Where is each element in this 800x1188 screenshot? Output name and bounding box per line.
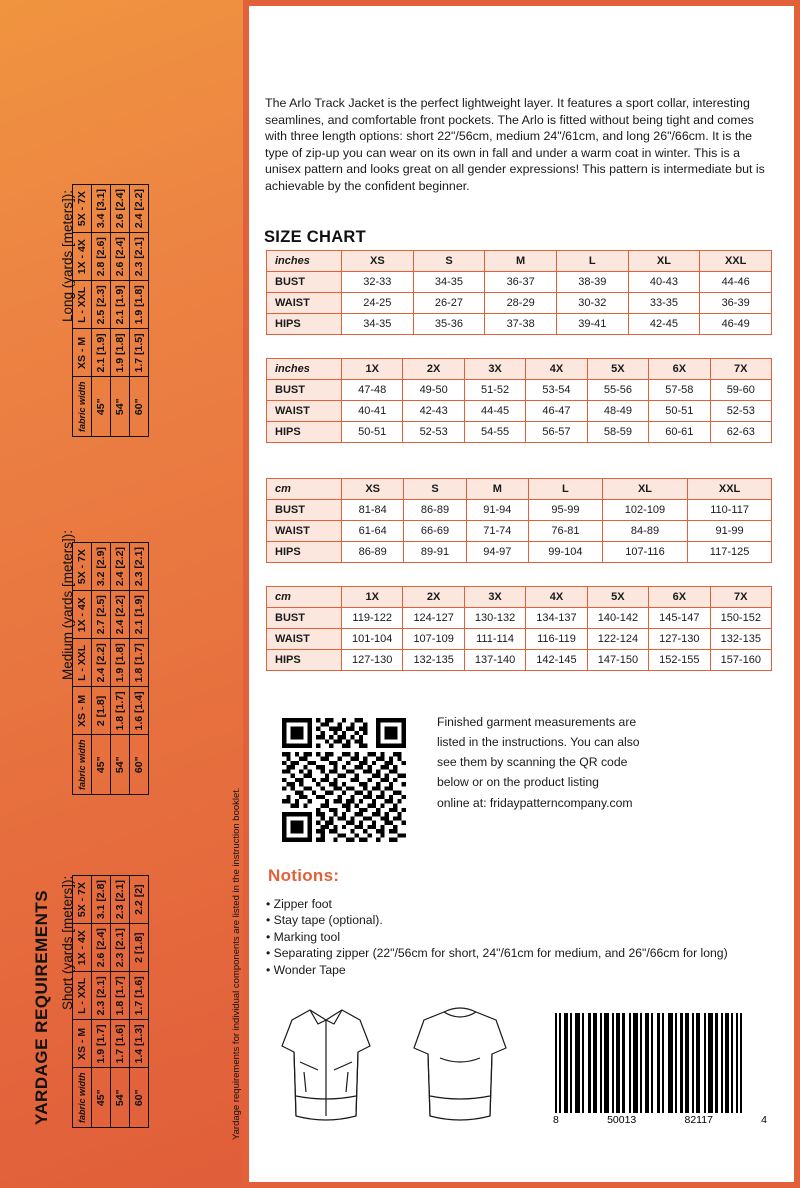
qr-instructions xyxy=(437,712,777,813)
yardage-medium-cell-0-2: 2.7 [2.5] xyxy=(92,591,111,639)
yardage-short-table xyxy=(72,875,149,1128)
yardage-medium-row-1-width: 54" xyxy=(111,735,130,795)
yardage-short-col-0: XS - M xyxy=(73,1020,92,1068)
yardage-medium-cell-0-1: 2.4 [2.2] xyxy=(92,639,111,687)
yardage-long-cell-2-0: 1.7 [1.5] xyxy=(130,329,149,377)
table-row xyxy=(267,608,772,629)
yardage-long-table xyxy=(72,184,149,437)
cell-hips-3: 56-57 xyxy=(526,422,587,443)
cell-hips-5: 152-155 xyxy=(649,650,710,671)
col-header-5: 6X xyxy=(649,587,710,608)
barcode-digits xyxy=(549,1113,771,1126)
cell-waist-4: 33-35 xyxy=(628,293,700,314)
table-row xyxy=(267,314,772,335)
cell-waist-1: 26-27 xyxy=(413,293,485,314)
yardage-medium-table xyxy=(72,542,149,795)
barcode-bars xyxy=(549,1009,771,1113)
cell-hips-1: 89-91 xyxy=(404,542,466,563)
cell-hips-5: 117-125 xyxy=(688,542,772,563)
cell-waist-2: 28-29 xyxy=(485,293,557,314)
col-header-3: 4X xyxy=(526,359,587,380)
yardage-long-row-2-width: 60" xyxy=(130,377,149,437)
size-chart-table-cm-extended xyxy=(266,586,772,671)
yardage-long-corner: fabric width xyxy=(73,377,92,437)
cell-hips-0: 50-51 xyxy=(342,422,403,443)
table-row xyxy=(267,650,772,671)
yardage-long-col-0: XS - M xyxy=(73,329,92,377)
yardage-short-col-3: 5X - 7X xyxy=(73,876,92,924)
yardage-medium-cell-0-0: 2 [1.8] xyxy=(92,687,111,735)
yardage-medium-cell-2-0: 1.6 [1.4] xyxy=(130,687,149,735)
yardage-short-cell-1-2: 2.3 [2.1] xyxy=(111,924,130,972)
cell-bust-6: 150-152 xyxy=(710,608,771,629)
col-header-6: 7X xyxy=(710,587,771,608)
col-header-4: 5X xyxy=(587,587,648,608)
yardage-long-cell-1-2: 2.6 [2.4] xyxy=(111,233,130,281)
table-row xyxy=(267,521,772,542)
yardage-medium-cell-2-1: 1.8 [1.7] xyxy=(130,639,149,687)
row-label-bust: BUST xyxy=(267,500,342,521)
col-header-4: 5X xyxy=(587,359,648,380)
col-header-6: 7X xyxy=(710,359,771,380)
col-header-3: L xyxy=(556,251,628,272)
cell-hips-3: 142-145 xyxy=(526,650,587,671)
col-header-3: L xyxy=(528,479,602,500)
col-header-1: S xyxy=(413,251,485,272)
yardage-short-col-1: L - XXL xyxy=(73,972,92,1020)
cell-bust-5: 57-58 xyxy=(649,380,710,401)
table-header-row xyxy=(267,359,772,380)
yardage-heading: YARDAGE REQUIREMENTS xyxy=(32,889,51,1125)
cell-hips-5: 46-49 xyxy=(700,314,772,335)
cell-waist-4: 48-49 xyxy=(587,401,648,422)
table-header-row xyxy=(267,251,772,272)
cell-hips-2: 54-55 xyxy=(464,422,525,443)
cell-bust-1: 86-89 xyxy=(404,500,466,521)
cell-bust-0: 119-122 xyxy=(342,608,403,629)
cell-waist-2: 44-45 xyxy=(464,401,525,422)
cell-hips-5: 60-61 xyxy=(649,422,710,443)
cell-hips-1: 35-36 xyxy=(413,314,485,335)
cell-bust-2: 51-52 xyxy=(464,380,525,401)
yardage-long-cell-1-1: 2.1 [1.9] xyxy=(111,281,130,329)
notions-heading: Notions: xyxy=(268,866,340,885)
cell-hips-6: 62-63 xyxy=(710,422,771,443)
cell-bust-0: 47-48 xyxy=(342,380,403,401)
table-row xyxy=(267,293,772,314)
yardage-medium-row-2-width: 60" xyxy=(130,735,149,795)
cell-hips-4: 58-59 xyxy=(587,422,648,443)
col-header-5: XXL xyxy=(700,251,772,272)
cell-bust-3: 53-54 xyxy=(526,380,587,401)
yardage-short-row-0-width: 45" xyxy=(92,1068,111,1128)
cell-waist-1: 42-43 xyxy=(403,401,464,422)
cell-bust-5: 145-147 xyxy=(649,608,710,629)
cell-hips-1: 132-135 xyxy=(403,650,464,671)
yardage-long-cell-0-1: 2.5 [2.3] xyxy=(92,281,111,329)
size-chart-table-inches-standard xyxy=(266,250,772,335)
yardage-short-row-1-width: 54" xyxy=(111,1068,130,1128)
col-header-0: XS xyxy=(342,251,414,272)
table-header-row xyxy=(267,587,772,608)
yardage-short-row-2-width: 60" xyxy=(130,1068,149,1128)
cell-hips-0: 86-89 xyxy=(342,542,404,563)
cell-hips-2: 137-140 xyxy=(464,650,525,671)
yardage-medium-label: Medium (yards [meters]): xyxy=(60,529,75,680)
table-header-row xyxy=(267,479,772,500)
cell-waist-3: 46-47 xyxy=(526,401,587,422)
yardage-short-corner: fabric width xyxy=(73,1068,92,1128)
size-chart-heading: SIZE CHART xyxy=(264,228,366,246)
cell-bust-4: 40-43 xyxy=(628,272,700,293)
jacket-back-icon xyxy=(400,1000,520,1140)
yardage-medium-col-0: XS - M xyxy=(73,687,92,735)
jacket-front-icon xyxy=(266,1000,386,1140)
jacket-back-illustration xyxy=(400,1000,520,1140)
cell-waist-0: 40-41 xyxy=(342,401,403,422)
cell-hips-0: 34-35 xyxy=(342,314,414,335)
yardage-medium-col-3: 5X - 7X xyxy=(73,543,92,591)
cell-waist-4: 84-89 xyxy=(602,521,687,542)
col-header-5: 6X xyxy=(649,359,710,380)
col-header-0: 1X xyxy=(342,587,403,608)
cell-hips-3: 99-104 xyxy=(528,542,602,563)
yardage-long-cell-0-3: 3.4 [3.1] xyxy=(92,185,111,233)
col-header-4: XL xyxy=(602,479,687,500)
table-row xyxy=(267,272,772,293)
cell-waist-3: 76-81 xyxy=(528,521,602,542)
col-header-3: 4X xyxy=(526,587,587,608)
yardage-long-cell-1-0: 1.9 [1.8] xyxy=(111,329,130,377)
row-label-waist: WAIST xyxy=(267,293,342,314)
col-header-2: 3X xyxy=(464,587,525,608)
row-label-hips: HIPS xyxy=(267,314,342,335)
unit-label: cm xyxy=(267,587,342,608)
barcode-right-digit: 4 xyxy=(761,1114,767,1126)
unit-label: cm xyxy=(267,479,342,500)
yardage-short-col-2: 1X - 4X xyxy=(73,924,92,972)
cell-waist-6: 52-53 xyxy=(710,401,771,422)
yardage-long-cell-2-2: 2.3 [2.1] xyxy=(130,233,149,281)
unit-label: inches xyxy=(267,359,342,380)
yardage-medium-col-1: L - XXL xyxy=(73,639,92,687)
row-label-bust: BUST xyxy=(267,380,342,401)
table-row xyxy=(267,542,772,563)
yardage-short-cell-2-1: 1.7 [1.6] xyxy=(130,972,149,1020)
col-header-2: M xyxy=(485,251,557,272)
yardage-short-cell-0-0: 1.9 [1.7] xyxy=(92,1020,111,1068)
row-label-bust: BUST xyxy=(267,272,342,293)
cell-waist-5: 50-51 xyxy=(649,401,710,422)
col-header-1: 2X xyxy=(403,359,464,380)
yardage-short-cell-0-3: 3.1 [2.8] xyxy=(92,876,111,924)
table-row xyxy=(267,629,772,650)
cell-waist-0: 24-25 xyxy=(342,293,414,314)
col-header-0: 1X xyxy=(342,359,403,380)
qr-code[interactable] xyxy=(266,705,421,855)
yardage-long-row-1-width: 54" xyxy=(111,377,130,437)
cell-hips-2: 37-38 xyxy=(485,314,557,335)
row-label-bust: BUST xyxy=(267,608,342,629)
qr-line-2: see them by scanning the QR code xyxy=(437,755,628,770)
cell-waist-2: 71-74 xyxy=(466,521,528,542)
cell-bust-6: 59-60 xyxy=(710,380,771,401)
cell-waist-6: 132-135 xyxy=(710,629,771,650)
cell-waist-5: 127-130 xyxy=(649,629,710,650)
col-header-4: XL xyxy=(628,251,700,272)
yardage-medium-cell-0-3: 3.2 [2.9] xyxy=(92,543,111,591)
cell-bust-3: 134-137 xyxy=(526,608,587,629)
barcode-left-digit: 8 xyxy=(553,1114,559,1126)
list-item: • Zipper foot xyxy=(266,897,332,911)
yardage-short-cell-1-0: 1.7 [1.6] xyxy=(111,1020,130,1068)
yardage-footnote: Yardage requirements for individual components are listed in the instruction booklet. xyxy=(231,787,242,1140)
yardage-short-cell-0-2: 2.6 [2.4] xyxy=(92,924,111,972)
list-item: • Separating zipper (22"/56cm for short, 24"/61cm for medium, and 26"/66cm for long) xyxy=(266,946,728,961)
cell-waist-3: 116-119 xyxy=(526,629,587,650)
yardage-long-row-0-width: 45" xyxy=(92,377,111,437)
barcode xyxy=(549,1009,771,1139)
cell-hips-0: 127-130 xyxy=(342,650,403,671)
cell-bust-4: 55-56 xyxy=(587,380,648,401)
yardage-medium-cell-1-2: 2.4 [2.2] xyxy=(111,591,130,639)
yardage-long-cell-1-3: 2.6 [2.4] xyxy=(111,185,130,233)
col-header-0: XS xyxy=(342,479,404,500)
qr-code-icon xyxy=(282,718,406,842)
cell-hips-6: 157-160 xyxy=(710,650,771,671)
yardage-medium-cell-2-3: 2.3 [2.1] xyxy=(130,543,149,591)
qr-line-3: below or on the product listing xyxy=(437,775,599,790)
list-item: • Stay tape (optional). xyxy=(266,913,383,928)
cell-bust-1: 49-50 xyxy=(403,380,464,401)
cell-waist-2: 111-114 xyxy=(464,629,525,650)
yardage-long-cell-0-2: 2.8 [2.6] xyxy=(92,233,111,281)
cell-bust-1: 34-35 xyxy=(413,272,485,293)
qr-line-1: listed in the instructions. You can also xyxy=(437,735,640,750)
table-row xyxy=(267,422,772,443)
col-header-5: XXL xyxy=(688,479,772,500)
yardage-short-cell-2-3: 2.2 [2] xyxy=(130,876,149,924)
col-header-1: S xyxy=(404,479,466,500)
yardage-long-cell-2-3: 2.4 [2.2] xyxy=(130,185,149,233)
col-header-2: 3X xyxy=(464,359,525,380)
yardage-medium-corner: fabric width xyxy=(73,735,92,795)
unit-label: inches xyxy=(267,251,342,272)
cell-bust-2: 91-94 xyxy=(466,500,528,521)
yardage-medium-row-0-width: 45" xyxy=(92,735,111,795)
yardage-short-cell-2-0: 1.4 [1.3] xyxy=(130,1020,149,1068)
cell-bust-2: 36-37 xyxy=(485,272,557,293)
yardage-short-cell-1-3: 2.3 [2.1] xyxy=(111,876,130,924)
cell-bust-0: 81-84 xyxy=(342,500,404,521)
cell-waist-5: 36-39 xyxy=(700,293,772,314)
row-label-hips: HIPS xyxy=(267,422,342,443)
cell-waist-4: 122-124 xyxy=(587,629,648,650)
qr-line-4: online at: fridaypatterncompany.com xyxy=(437,795,633,810)
yardage-medium-cell-1-0: 1.8 [1.7] xyxy=(111,687,130,735)
cell-hips-2: 94-97 xyxy=(466,542,528,563)
yardage-medium-cell-1-1: 1.9 [1.8] xyxy=(111,639,130,687)
row-label-hips: HIPS xyxy=(267,542,342,563)
row-label-waist: WAIST xyxy=(267,401,342,422)
cell-bust-4: 140-142 xyxy=(587,608,648,629)
size-chart-table-cm-standard xyxy=(266,478,772,563)
cell-bust-3: 38-39 xyxy=(556,272,628,293)
cell-bust-5: 110-117 xyxy=(688,500,772,521)
table-row xyxy=(267,401,772,422)
pattern-description: The Arlo Track Jacket is the perfect lightweight layer. It features a sport collar, interesting seamlines, and comfortable front pockets. The Arlo is fitted without being tight and comes with three length options: short 22"/56cm, medium 24"/61cm, and long 26"/66cm. It is the type of zip-up you can wear on its own in fall and under a warm coat in winter. This is a unisex pattern and looks great on all gender expressions! This pattern is intermediate but is achievable by the confident beginner. xyxy=(265,96,765,193)
cell-bust-1: 124-127 xyxy=(403,608,464,629)
yardage-medium-cell-1-3: 2.4 [2.2] xyxy=(111,543,130,591)
yardage-short-label: Short (yards [meters]): xyxy=(60,875,75,1010)
cell-waist-0: 61-64 xyxy=(342,521,404,542)
cell-bust-4: 102-109 xyxy=(602,500,687,521)
cell-waist-3: 30-32 xyxy=(556,293,628,314)
yardage-medium-col-2: 1X - 4X xyxy=(73,591,92,639)
yardage-long-col-2: 1X - 4X xyxy=(73,233,92,281)
cell-waist-1: 66-69 xyxy=(404,521,466,542)
barcode-group-2: 82117 xyxy=(684,1114,713,1126)
yardage-long-cell-0-0: 2.1 [1.9] xyxy=(92,329,111,377)
row-label-waist: WAIST xyxy=(267,521,342,542)
yardage-long-cell-2-1: 1.9 [1.8] xyxy=(130,281,149,329)
yardage-short-cell-1-1: 1.8 [1.7] xyxy=(111,972,130,1020)
yardage-long-col-3: 5X - 7X xyxy=(73,185,92,233)
cell-waist-0: 101-104 xyxy=(342,629,403,650)
col-header-1: 2X xyxy=(403,587,464,608)
cell-bust-0: 32-33 xyxy=(342,272,414,293)
cell-hips-3: 39-41 xyxy=(556,314,628,335)
cell-hips-4: 42-45 xyxy=(628,314,700,335)
cell-waist-5: 91-99 xyxy=(688,521,772,542)
cell-waist-1: 107-109 xyxy=(403,629,464,650)
size-chart-table-inches-extended xyxy=(266,358,772,443)
cell-hips-1: 52-53 xyxy=(403,422,464,443)
cell-hips-4: 107-116 xyxy=(602,542,687,563)
qr-line-0: Finished garment measurements are xyxy=(437,715,637,729)
row-label-hips: HIPS xyxy=(267,650,342,671)
table-row xyxy=(267,380,772,401)
cell-bust-5: 44-46 xyxy=(700,272,772,293)
list-item: • Wonder Tape xyxy=(266,962,346,977)
list-item: • Marking tool xyxy=(266,929,341,944)
cell-bust-2: 130-132 xyxy=(464,608,525,629)
col-header-2: M xyxy=(466,479,528,500)
yardage-long-label: Long (yards [meters]): xyxy=(60,189,75,322)
cell-hips-4: 147-150 xyxy=(587,650,648,671)
cell-bust-3: 95-99 xyxy=(528,500,602,521)
table-row xyxy=(267,500,772,521)
yardage-short-cell-0-1: 2.3 [2.1] xyxy=(92,972,111,1020)
row-label-waist: WAIST xyxy=(267,629,342,650)
yardage-short-cell-2-2: 2 [1.8] xyxy=(130,924,149,972)
yardage-long-col-1: L - XXL xyxy=(73,281,92,329)
jacket-front-illustration xyxy=(266,1000,386,1140)
notions-list xyxy=(266,896,771,978)
barcode-group-1: 50013 xyxy=(607,1114,637,1126)
yardage-medium-cell-2-2: 2.1 [1.9] xyxy=(130,591,149,639)
